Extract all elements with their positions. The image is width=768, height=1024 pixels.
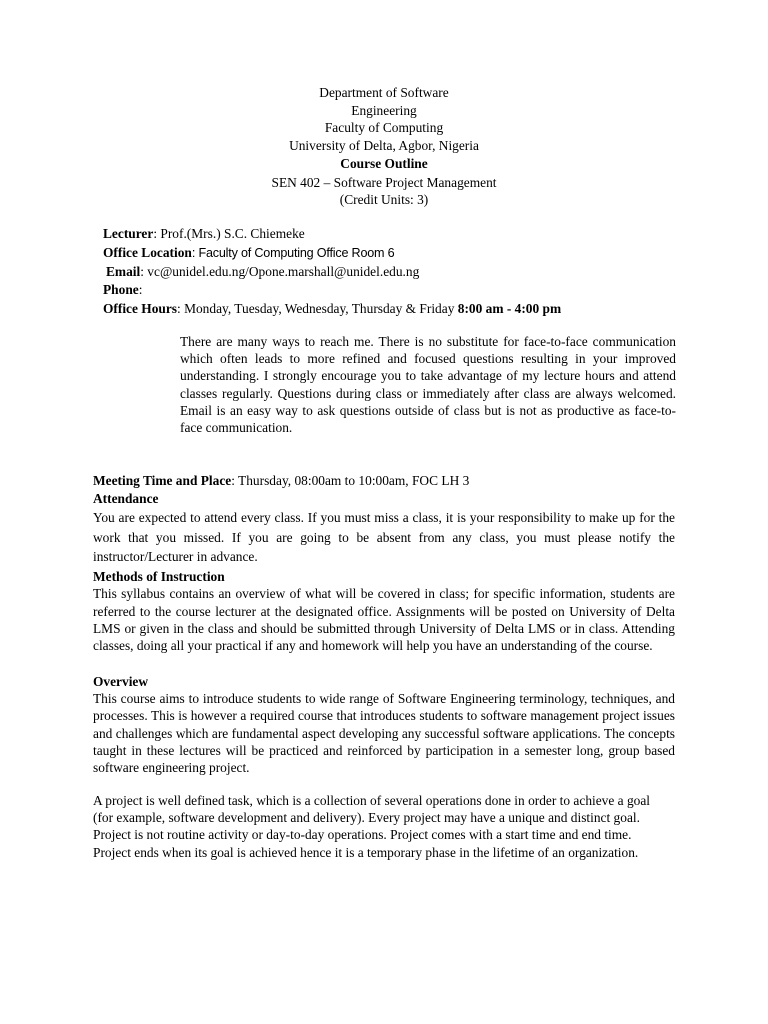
email-label: Email [106, 263, 141, 279]
meeting-label: Meeting Time and Place [93, 473, 232, 488]
methods-section [93, 568, 675, 654]
attendance-text: You are expected to attend every class. If you must miss a class, it is your responsibility to make up for the work that you missed. If you are going to be absent from any class, you must please notify the instructor/Lecturer in advance. [93, 510, 675, 564]
phone-row [103, 281, 561, 300]
course-code-title: SEN 402 – Software Project Management [271, 174, 497, 190]
project-text: A project is well defined task, which is a collection of several operations done in order to achieve a goal (for example, software development and delivery). Every project may have a unique and distinct goal. Project is not routine activity or day-to-day operations. Project comes with a start time and end time. Project ends when its goal is achieved hence it is a temporary phase in the lifetime of an organization. [93, 793, 651, 860]
faculty-line: Faculty of Computing [324, 120, 444, 135]
lecturer-value: : Prof.(Mrs.) S.C. Chiemeke [153, 226, 305, 241]
email-value: : vc@unidel.edu.ng/Opone.marshall@unidel.edu.ng [140, 263, 420, 279]
contact-note-text: There are many ways to reach me. There is no substitute for face-to-face communication which often leads to more refined and focused questions resulting in your improved understanding. I strongly encourage you to take advantage of my lecture hours and attend classes regularly. Questions during class or immediately after class are always welcomed. Email is an easy way to ask questions outside of class but is not as productive as face-to-face communication. [180, 334, 676, 436]
overview-section [93, 673, 675, 776]
lecturer-row [103, 225, 561, 244]
lecturer-label: Lecturer [103, 226, 154, 241]
methods-text: This syllabus contains an overview of what will be covered in class; for specific information, students are referred to the course lecturer at the designated office. Assignments will be posted on University of Delta LMS or given in the class and should be submitted through University of Delta LMS or in class. Attending classes, doing all your practical if any and homework will help you have an understanding of the course. [93, 586, 675, 654]
overview-text: This course aims to introduce students to wide range of Software Engineering terminology, techniques, and processes. This is however a required course that introduces students to software management project issues and challenges which are fundamental aspect developing any successful software applications. The concepts taught in these lectures will be practiced and reinforced by participation in a semester long, group based software engineering project. [93, 691, 675, 776]
office-location-row [103, 244, 561, 263]
email-row [103, 263, 561, 282]
document-header [0, 84, 768, 209]
credit-units: (Credit Units: 3) [339, 192, 429, 207]
meeting-value: : Thursday, 08:00am to 10:00am, FOC LH 3 [231, 473, 470, 488]
document-title: Course Outline [340, 156, 428, 171]
office-location-label: Office Location [103, 244, 192, 260]
contact-block [103, 225, 561, 319]
office-hours-label: Office Hours [103, 301, 178, 317]
methods-heading: Methods of Instruction [93, 569, 225, 584]
university-line: University of Delta, Agbor, Nigeria [289, 137, 479, 153]
office-hours-days: : Monday, Tuesday, Wednesday, Thursday & Friday [177, 301, 458, 317]
department-line-cont: Engineering [351, 102, 417, 118]
office-hours-row [103, 300, 561, 319]
office-hours-time: 8:00 am - 4:00 pm [457, 301, 562, 317]
attendance-heading: Attendance [93, 491, 159, 506]
project-paragraph [93, 792, 653, 861]
phone-value: : [138, 282, 143, 298]
office-location-value: : Faculty of Computing Office Room 6 [191, 245, 395, 260]
overview-heading: Overview [93, 674, 149, 689]
attendance-section [93, 490, 675, 567]
department-line: Department of Software [319, 85, 449, 100]
phone-label: Phone [103, 282, 139, 298]
meeting-row [93, 472, 675, 490]
contact-note-paragraph [180, 333, 676, 436]
